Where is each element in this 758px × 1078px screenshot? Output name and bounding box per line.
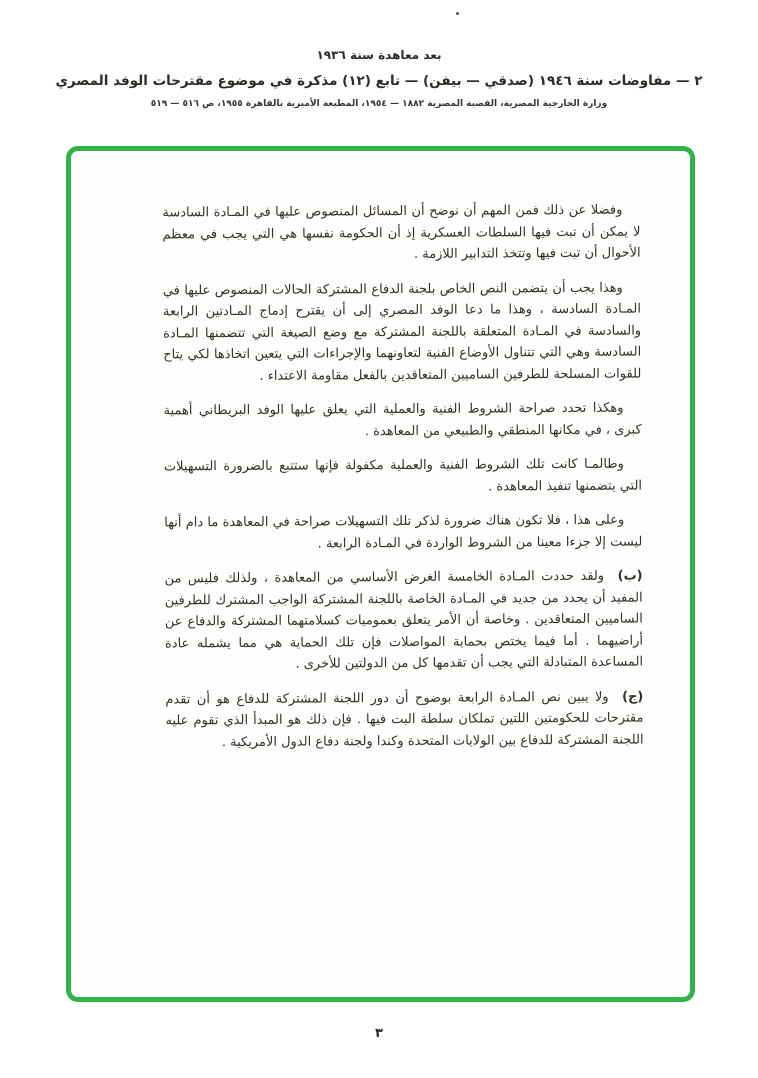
- header-document-title: ٢ — مفاوضات سنة ١٩٤٦ (صدقي — بيفن) — تابع (١٢) مذكرة في موضوع مقترحات الوفد المصري: [55, 73, 703, 89]
- paragraph-text: ولقد حددت المـادة الخامسة الغرض الأساسي من المعاهدة ، ولذلك فليس من المفيد أن يحدد من جديد في المـادة الخاصة باللجنة المشتركة الواجب المشترك للطرفين الساميين المتعاقدين . وخاصة أن الأمر يتعلق بعموميات كسلامتهما المشتركة والدفاع عن أراضيهما . أما فيما يختص بحماية المواصلات فإن تلك الحماية هي مما يشمله عادة المساعدة المتبادلة التي يجب أن تقدمها كل من الدولتين للأخرى .: [164, 568, 644, 672]
- paragraph-text: وطالمـا كانت تلك الشروط الفنية والعملية مكفولة فإنها ستتبع بالضرورة التسهيلات التي يتضمنها تنفيذ المعاهدة .: [163, 456, 643, 494]
- document-header: [0, 48, 758, 109]
- green-highlight-frame: [66, 146, 695, 1002]
- paragraph: [165, 686, 643, 753]
- paragraph: [163, 398, 641, 444]
- paragraph: [164, 510, 642, 556]
- paragraph: [163, 277, 642, 387]
- paragraph: [165, 566, 644, 676]
- paragraph-marker: (ب): [617, 568, 643, 584]
- page-number: ٣: [375, 1026, 383, 1041]
- paragraph-text: وهكذا تحدد صراحة الشروط الفنية والعملية التي يعلق عليها الوفد البريطاني أهمية كبرى ، في مكانها المنطقي والطبيعي من المعاهدة .: [163, 400, 642, 439]
- header-source-citation: وزارة الخارجية المصرية، القضية المصرية ١٨٨٢ — ١٩٥٤، المطبعة الأميرية بالقاهرة ١٩٥٥، ص ٥١٦ — ٥١٩: [150, 99, 608, 109]
- paragraph-text: وعلى هذا ، فلا تكون هناك ضرورة لذكر تلك التسهيلات صراحة في المعاهدة ما دام أنها ليست إلا جزءا معينا من الشروط الواردة في المـادة الرابعة .: [164, 512, 643, 552]
- paragraph: [162, 200, 640, 267]
- paragraph: [164, 454, 642, 500]
- paragraph-text: وهذا يجب أن يتضمن النص الخاص بلجنة الدفاع المشتركة الحالات المنصوص عليها في المـادة السادسة ، وهذا ما دعا الوفد المصري إلى أن يقترح إدماج المـادتين الرابعة والسادسة في المـادة المتعلقة باللجنة المشتركة مع وضع الصيغة التي تتضمنها المـادة السادسة وهي التي تتناول الأوضاع الفنية لتعاونهما والإجراءات التي يتعين اتخاذها لكي يتاح للقوات المسلحة للطرفين الساميين المتعاقدين بالفعل مقاومة الاعتداء .: [162, 280, 642, 384]
- header-section-title: بعد معاهدة سنة ١٩٣٦: [316, 48, 442, 62]
- paragraph-text: ولا يبين نص المـادة الرابعة بوضوح أن دور اللجنة المشتركة للدفاع هو أن تقدم مقترحات للحكومتين اللتين تملكان سلطة البت فيها . فإن ذلك هو المبدأ الذي تقوم عليه اللجنة المشتركة للدفاع بين الولايات المتحدة وكندا ولجنة دفاع الدول الأمريكية .: [165, 689, 644, 750]
- paragraph-marker: (ج): [621, 689, 644, 705]
- scan-speck: [456, 12, 459, 15]
- page-footer: [0, 1026, 758, 1041]
- scanned-text-block: [162, 200, 643, 767]
- paragraph-text: وفضلا عن ذلك فمن المهم أن نوضح أن المسائل المنصوص عليها في المـادة السادسة لا يمكن أن تبت فيها السلطات العسكرية إذ أن الحكومة نفسها هي التي يجب في معظم الأحوال أن تبت فيها وتتخذ التدابير اللازمة .: [162, 202, 641, 262]
